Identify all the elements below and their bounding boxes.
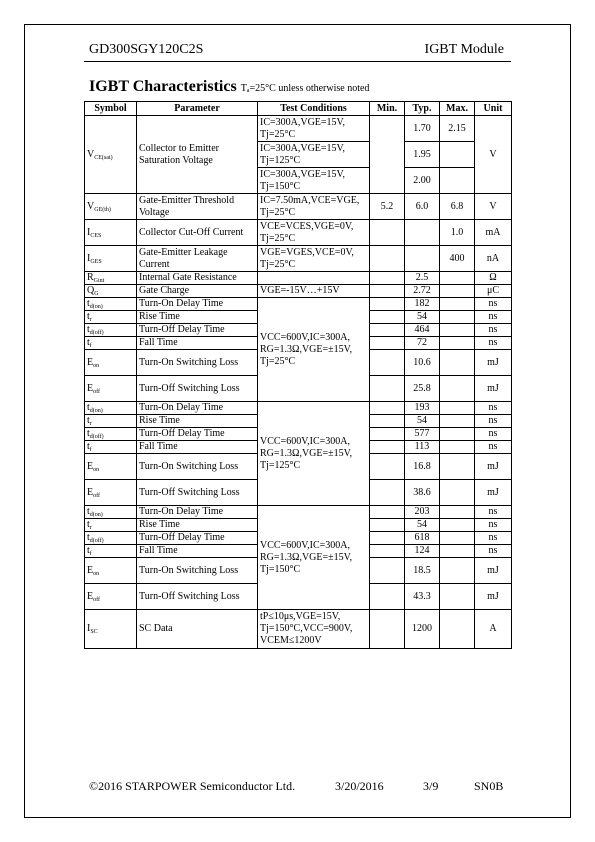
unit-cell: mJ <box>475 584 512 610</box>
unit-cell: mA <box>475 220 512 246</box>
typ-cell: 113 <box>405 441 440 454</box>
unit-cell: ns <box>475 506 512 519</box>
parameter-cell: Rise Time <box>137 415 258 428</box>
min-cell <box>370 415 405 428</box>
unit-cell: ns <box>475 298 512 311</box>
symbol-cell: $V_{GE(th)}$ <box>85 194 137 220</box>
typ-cell: 193 <box>405 402 440 415</box>
max-cell <box>440 506 475 519</box>
max-cell <box>440 532 475 545</box>
symbol-cell: $E_{on}$ <box>85 454 137 480</box>
min-cell <box>370 545 405 558</box>
min-cell <box>370 311 405 324</box>
symbol-cell: $t_{d(off)}$ <box>85 324 137 337</box>
table-row <box>85 246 512 272</box>
unit-cell: ns <box>475 519 512 532</box>
min-cell <box>370 298 405 311</box>
table-row <box>85 272 512 285</box>
part-number: GD300SGY120C2S <box>89 42 204 57</box>
parameter-cell: Turn-On Delay Time <box>137 298 258 311</box>
typ-cell: 182 <box>405 298 440 311</box>
symbol-cell: $t_{d(off)}$ <box>85 428 137 441</box>
symbol-cell: $t_r$ <box>85 415 137 428</box>
condition-cell: IC=300A,VGE=15V, Tj=25°C <box>258 116 370 142</box>
min-cell <box>370 441 405 454</box>
typ-cell: 1.95 <box>405 142 440 168</box>
min-cell <box>370 285 405 298</box>
symbol-cell: $E_{off}$ <box>85 376 137 402</box>
parameter-cell: Collector to Emitter Saturation Voltage <box>137 116 258 194</box>
parameter-cell: Turn-On Switching Loss <box>137 350 258 376</box>
symbol-cell: $t_r$ <box>85 311 137 324</box>
parameter-cell: Fall Time <box>137 545 258 558</box>
parameter-cell: Internal Gate Resistance <box>137 272 258 285</box>
table-row <box>85 194 512 220</box>
min-cell <box>370 116 405 194</box>
min-cell <box>370 584 405 610</box>
typ-cell: 577 <box>405 428 440 441</box>
max-cell <box>440 519 475 532</box>
unit-cell: ns <box>475 324 512 337</box>
unit-cell: ns <box>475 415 512 428</box>
table-row <box>85 298 512 311</box>
condition-cell: IC=300A,VGE=15V, Tj=125°C <box>258 142 370 168</box>
max-cell <box>440 285 475 298</box>
header-rule <box>84 61 511 62</box>
symbol-cell: $E_{on}$ <box>85 558 137 584</box>
condition-cell: IC=7.50mA,VCE=VGE, Tj=25°C <box>258 194 370 220</box>
min-cell <box>370 610 405 649</box>
symbol-cell: $t_{d(on)}$ <box>85 402 137 415</box>
typ-cell: 6.0 <box>405 194 440 220</box>
condition-cell: VCE=VCES,VGE=0V, Tj=25°C <box>258 220 370 246</box>
max-cell: 1.0 <box>440 220 475 246</box>
min-cell: 5.2 <box>370 194 405 220</box>
parameter-cell: Turn-On Switching Loss <box>137 454 258 480</box>
typ-cell: 43.3 <box>405 584 440 610</box>
symbol-cell: $t_{d(off)}$ <box>85 532 137 545</box>
min-cell <box>370 558 405 584</box>
symbol-cell: $V_{CE(sat)}$ <box>85 116 137 194</box>
parameter-cell: Turn-On Delay Time <box>137 402 258 415</box>
symbol-cell: $t_f$ <box>85 337 137 350</box>
max-cell <box>440 350 475 376</box>
unit-cell: ns <box>475 311 512 324</box>
max-cell <box>440 415 475 428</box>
header-parameter: Parameter <box>137 102 258 116</box>
table-row <box>85 506 512 519</box>
min-cell <box>370 454 405 480</box>
typ-cell: 25.8 <box>405 376 440 402</box>
parameter-cell: Turn-Off Delay Time <box>137 324 258 337</box>
min-cell <box>370 350 405 376</box>
footer-revision: SN0B <box>474 779 504 793</box>
typ-cell: 464 <box>405 324 440 337</box>
header-test-conditions: Test Conditions <box>258 102 370 116</box>
typ-cell: 54 <box>405 519 440 532</box>
symbol-cell: $I_{CES}$ <box>85 220 137 246</box>
typ-cell: 38.6 <box>405 480 440 506</box>
footer-date: 3/20/2016 <box>335 779 384 793</box>
table-header-row <box>85 102 512 116</box>
typ-cell: 16.8 <box>405 454 440 480</box>
typ-cell: 2.5 <box>405 272 440 285</box>
table-row <box>85 220 512 246</box>
unit-cell: mJ <box>475 480 512 506</box>
min-cell <box>370 532 405 545</box>
max-cell <box>440 337 475 350</box>
parameter-cell: Turn-Off Delay Time <box>137 428 258 441</box>
unit-cell: mJ <box>475 558 512 584</box>
table-row <box>85 285 512 298</box>
unit-cell: nA <box>475 246 512 272</box>
min-cell <box>370 480 405 506</box>
unit-cell: V <box>475 194 512 220</box>
min-cell <box>370 506 405 519</box>
symbol-cell: $R_{Gint}$ <box>85 272 137 285</box>
parameter-cell: Rise Time <box>137 311 258 324</box>
max-cell <box>440 402 475 415</box>
header-min: Min. <box>370 102 405 116</box>
parameter-cell: Gate Charge <box>137 285 258 298</box>
condition-cell <box>258 272 370 285</box>
max-cell <box>440 376 475 402</box>
condition-cell: IC=300A,VGE=15V, Tj=150°C <box>258 168 370 194</box>
typ-cell: 72 <box>405 337 440 350</box>
section-title: IGBT Characteristics <box>89 78 237 95</box>
min-cell <box>370 519 405 532</box>
typ-cell <box>405 246 440 272</box>
condition-cell: tP≤10μs,VGE=15V, Tj=150°C,VCC=900V, VCEM≤1200V <box>258 610 370 649</box>
typ-cell: 2.00 <box>405 168 440 194</box>
condition-cell: VCC=600V,IC=300A, RG=1.3Ω,VGE=±15V, Tj=125°C <box>258 402 370 506</box>
condition-cell: VGE=-15V…+15V <box>258 285 370 298</box>
typ-cell: 1.70 <box>405 116 440 142</box>
symbol-cell: $E_{on}$ <box>85 350 137 376</box>
symbol-cell: $t_f$ <box>85 441 137 454</box>
typ-cell: 203 <box>405 506 440 519</box>
parameter-cell: SC Data <box>137 610 258 649</box>
min-cell <box>370 402 405 415</box>
max-cell <box>440 545 475 558</box>
unit-cell: ns <box>475 428 512 441</box>
unit-cell: ns <box>475 337 512 350</box>
condition-note: Tₐ=25°C unless otherwise noted <box>240 83 370 94</box>
max-cell <box>440 558 475 584</box>
section-title-block <box>89 78 369 96</box>
unit-cell: μC <box>475 285 512 298</box>
typ-cell: 618 <box>405 532 440 545</box>
max-cell: 2.15 <box>440 116 475 142</box>
max-cell <box>440 584 475 610</box>
table-row <box>85 402 512 415</box>
max-cell <box>440 272 475 285</box>
unit-cell: mJ <box>475 376 512 402</box>
typ-cell <box>405 220 440 246</box>
max-cell <box>440 480 475 506</box>
typ-cell: 18.5 <box>405 558 440 584</box>
typ-cell: 1200 <box>405 610 440 649</box>
min-cell <box>370 324 405 337</box>
header-unit: Unit <box>475 102 512 116</box>
footer-page: 3/9 <box>423 779 439 793</box>
unit-cell: ns <box>475 402 512 415</box>
typ-cell: 10.6 <box>405 350 440 376</box>
max-cell <box>440 298 475 311</box>
max-cell <box>440 441 475 454</box>
parameter-cell: Collector Cut-Off Current <box>137 220 258 246</box>
parameter-cell: Gate-Emitter Leakage Current <box>137 246 258 272</box>
product-type: IGBT Module <box>424 42 504 57</box>
igbt-characteristics-table <box>84 101 512 649</box>
table-row <box>85 610 512 649</box>
parameter-cell: Turn-On Switching Loss <box>137 558 258 584</box>
max-cell <box>440 428 475 441</box>
symbol-cell: $t_f$ <box>85 545 137 558</box>
parameter-cell: Turn-Off Switching Loss <box>137 480 258 506</box>
header-symbol: Symbol <box>85 102 137 116</box>
symbol-cell: $t_r$ <box>85 519 137 532</box>
unit-cell: ns <box>475 532 512 545</box>
unit-cell: mJ <box>475 454 512 480</box>
max-cell <box>440 610 475 649</box>
max-cell: 6.8 <box>440 194 475 220</box>
max-cell <box>440 311 475 324</box>
parameter-cell: Gate-Emitter Threshold Voltage <box>137 194 258 220</box>
symbol-cell: $E_{off}$ <box>85 480 137 506</box>
footer-copyright: ©2016 STARPOWER Semiconductor Ltd. <box>89 779 296 793</box>
parameter-cell: Turn-Off Switching Loss <box>137 584 258 610</box>
unit-cell: mJ <box>475 350 512 376</box>
condition-cell: VCC=600V,IC=300A, RG=1.3Ω,VGE=±15V, Tj=150°C <box>258 506 370 610</box>
parameter-cell: Turn-On Delay Time <box>137 506 258 519</box>
max-cell <box>440 142 475 168</box>
unit-cell: ns <box>475 545 512 558</box>
symbol-cell: $Q_G$ <box>85 285 137 298</box>
min-cell <box>370 246 405 272</box>
unit-cell: A <box>475 610 512 649</box>
max-cell <box>440 454 475 480</box>
condition-cell: VGE=VGES,VCE=0V, Tj=25°C <box>258 246 370 272</box>
typ-cell: 54 <box>405 311 440 324</box>
max-cell: 400 <box>440 246 475 272</box>
min-cell <box>370 337 405 350</box>
parameter-cell: Rise Time <box>137 519 258 532</box>
condition-cell: VCC=600V,IC=300A, RG=1.3Ω,VGE=±15V, Tj=25°C <box>258 298 370 402</box>
typ-cell: 124 <box>405 545 440 558</box>
min-cell <box>370 272 405 285</box>
header-typ: Typ. <box>405 102 440 116</box>
min-cell <box>370 428 405 441</box>
min-cell <box>370 220 405 246</box>
unit-cell: Ω <box>475 272 512 285</box>
symbol-cell: $t_{d(on)}$ <box>85 298 137 311</box>
symbol-cell: $I_{SC}$ <box>85 610 137 649</box>
typ-cell: 2.72 <box>405 285 440 298</box>
parameter-cell: Fall Time <box>137 337 258 350</box>
typ-cell: 54 <box>405 415 440 428</box>
header-max: Max. <box>440 102 475 116</box>
parameter-cell: Fall Time <box>137 441 258 454</box>
max-cell <box>440 324 475 337</box>
symbol-cell: $t_{d(on)}$ <box>85 506 137 519</box>
table-row <box>85 116 512 142</box>
parameter-cell: Turn-Off Delay Time <box>137 532 258 545</box>
unit-cell: ns <box>475 441 512 454</box>
unit-cell: V <box>475 116 512 194</box>
max-cell <box>440 168 475 194</box>
parameter-cell: Turn-Off Switching Loss <box>137 376 258 402</box>
symbol-cell: $I_{GES}$ <box>85 246 137 272</box>
min-cell <box>370 376 405 402</box>
symbol-cell: $E_{off}$ <box>85 584 137 610</box>
